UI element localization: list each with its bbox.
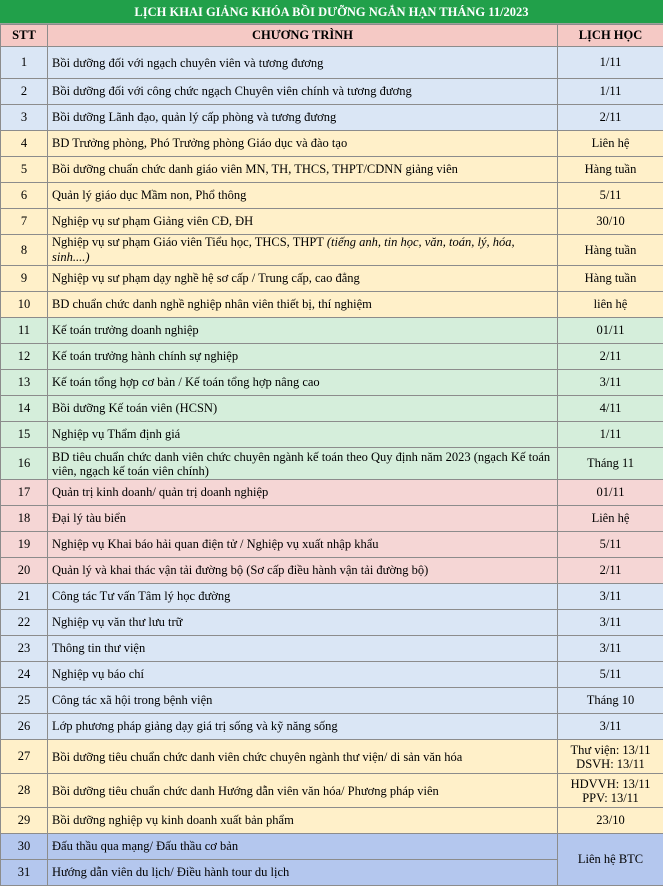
title-text: LỊCH KHAI GIẢNG KHÓA BỒI DƯỠNG NGẮN HẠN THÁNG 11/2023 — [134, 0, 528, 24]
row-stt: 6 — [1, 183, 48, 209]
row-program — [48, 47, 558, 79]
row-program — [48, 834, 558, 860]
table-row — [1, 662, 663, 688]
row-schedule — [558, 662, 663, 688]
row-program — [48, 662, 558, 688]
row-program — [48, 740, 558, 774]
schedule-text: 5/11 — [560, 667, 661, 682]
program-text: Lớp phương pháp giảng dạy giá trị sống và kỹ năng sống — [52, 719, 338, 733]
row-schedule — [558, 610, 663, 636]
row-program — [48, 235, 558, 266]
program-text: Bồi dưỡng tiêu chuẩn chức danh viên chức chuyên ngành thư viện/ di sản văn hóa — [52, 750, 462, 764]
row-stt: 22 — [1, 610, 48, 636]
row-schedule — [558, 292, 663, 318]
program-text: Đại lý tàu biển — [52, 511, 126, 525]
schedule-text-2: PPV: 13/11 — [560, 791, 661, 805]
row-program — [48, 183, 558, 209]
program-text: Bồi dưỡng Lãnh đạo, quản lý cấp phòng và tương đương — [52, 110, 336, 124]
program-text: Công tác xã hội trong bệnh viện — [52, 693, 212, 707]
table-row — [1, 370, 663, 396]
row-program — [48, 292, 558, 318]
row-schedule — [558, 370, 663, 396]
schedule-text: Liên hệ — [560, 511, 661, 526]
row-stt: 24 — [1, 662, 48, 688]
header-row — [1, 25, 663, 47]
schedule-text: Thư viện: 13/11 — [560, 743, 661, 757]
schedule-text: 01/11 — [560, 485, 661, 500]
row-stt: 18 — [1, 506, 48, 532]
program-text: Bồi dưỡng đối với ngạch chuyên viên và tương đương — [52, 56, 323, 70]
row-stt: 26 — [1, 714, 48, 740]
row-stt: 1 — [1, 47, 48, 79]
row-program — [48, 396, 558, 422]
row-program — [48, 79, 558, 105]
schedule-text: 3/11 — [560, 641, 661, 656]
program-text: Kế toán trưởng hành chính sự nghiệp — [52, 349, 238, 363]
schedule-text: 2/11 — [560, 110, 661, 125]
row-stt: 8 — [1, 235, 48, 266]
table-row — [1, 318, 663, 344]
program-text: Nghiệp vụ sư phạm Giảng viên CĐ, ĐH — [52, 214, 253, 228]
table-row — [1, 558, 663, 584]
schedule-text-2: DSVH: 13/11 — [560, 757, 661, 771]
row-schedule — [558, 157, 663, 183]
program-text: Nghiệp vụ sư phạm Giáo viên Tiểu học, THCS, THPT — [52, 235, 324, 249]
row-schedule — [558, 266, 663, 292]
schedule-text: Hàng tuần — [560, 243, 661, 258]
schedule-text: Hàng tuần — [560, 162, 661, 177]
program-text: BD Trưởng phòng, Phó Trưởng phòng Giáo dục và đào tạo — [52, 136, 347, 150]
program-text: Nghiệp vụ Khai báo hải quan điện tử / Nghiệp vụ xuất nhập khẩu — [52, 537, 379, 551]
row-stt: 28 — [1, 774, 48, 808]
schedule-text: 3/11 — [560, 719, 661, 734]
program-text: Hướng dẫn viên du lịch/ Điều hành tour du lịch — [52, 865, 289, 879]
row-stt: 31 — [1, 860, 48, 886]
program-text: Đấu thầu qua mạng/ Đấu thầu cơ bản — [52, 839, 238, 853]
program-text: Bồi dưỡng tiêu chuẩn chức danh Hướng dẫn viên văn hóa/ Phương pháp viên — [52, 784, 439, 798]
row-stt: 30 — [1, 834, 48, 860]
program-text: Bồi dưỡng đối với công chức ngạch Chuyên viên chính và tương đương — [52, 84, 412, 98]
schedule-text: 30/10 — [560, 214, 661, 229]
table-row — [1, 183, 663, 209]
table-row — [1, 448, 663, 480]
schedule-text: 3/11 — [560, 375, 661, 390]
row-schedule — [558, 422, 663, 448]
row-stt: 5 — [1, 157, 48, 183]
row-schedule — [558, 131, 663, 157]
table-row — [1, 209, 663, 235]
row-schedule — [558, 480, 663, 506]
schedule-text: liên hệ — [560, 297, 661, 312]
row-stt: 9 — [1, 266, 48, 292]
program-text: Nghiệp vụ văn thư lưu trữ — [52, 615, 182, 629]
schedule-text: Tháng 10 — [560, 693, 661, 708]
table-row — [1, 808, 663, 834]
table-row — [1, 47, 663, 79]
header-schedule: LỊCH HỌC — [558, 25, 663, 47]
header-program: CHƯƠNG TRÌNH — [48, 25, 558, 47]
row-program — [48, 714, 558, 740]
table-row — [1, 480, 663, 506]
row-schedule — [558, 558, 663, 584]
schedule-text: 3/11 — [560, 589, 661, 604]
row-schedule — [558, 774, 663, 808]
program-text: Bồi dưỡng Kế toán viên (HCSN) — [52, 401, 217, 415]
table-row — [1, 636, 663, 662]
schedule-text: Tháng 11 — [560, 456, 661, 471]
row-schedule — [558, 740, 663, 774]
table-row — [1, 344, 663, 370]
row-stt: 27 — [1, 740, 48, 774]
row-schedule — [558, 183, 663, 209]
row-schedule — [558, 636, 663, 662]
row-schedule — [558, 834, 663, 886]
program-text: BD tiêu chuẩn chức danh viên chức chuyên ngành kế toán theo Quy định năm 2023 (ngạch Kế toán viên, ngạch kế toán viên chính) — [52, 450, 550, 478]
row-stt: 11 — [1, 318, 48, 344]
schedule-text: 2/11 — [560, 349, 661, 364]
table-row — [1, 105, 663, 131]
row-program — [48, 688, 558, 714]
row-stt: 14 — [1, 396, 48, 422]
row-schedule — [558, 235, 663, 266]
table-row — [1, 740, 663, 774]
schedule-text: 1/11 — [560, 84, 661, 99]
program-note: (tiếng anh, tin học, văn, toán, lý, hóa, sinh....) — [52, 235, 515, 264]
schedule-text: 3/11 — [560, 615, 661, 630]
program-text: Nghiệp vụ Thẩm định giá — [52, 427, 180, 441]
row-schedule — [558, 344, 663, 370]
row-stt: 2 — [1, 79, 48, 105]
schedule-text: 2/11 — [560, 563, 661, 578]
table-row — [1, 774, 663, 808]
row-stt: 3 — [1, 105, 48, 131]
program-text: Quản lý giáo dục Mầm non, Phổ thông — [52, 188, 246, 202]
row-program — [48, 318, 558, 344]
row-stt: 7 — [1, 209, 48, 235]
sheet-title — [0, 0, 663, 24]
row-program — [48, 774, 558, 808]
table-row — [1, 235, 663, 266]
table-row — [1, 157, 663, 183]
row-program — [48, 532, 558, 558]
row-stt: 10 — [1, 292, 48, 318]
schedule-text: HDVVH: 13/11 — [560, 777, 661, 791]
row-schedule — [558, 209, 663, 235]
row-schedule — [558, 532, 663, 558]
row-stt: 20 — [1, 558, 48, 584]
table-row — [1, 131, 663, 157]
row-program — [48, 131, 558, 157]
row-stt: 16 — [1, 448, 48, 480]
table-row — [1, 292, 663, 318]
schedule-text: 4/11 — [560, 401, 661, 416]
row-schedule — [558, 714, 663, 740]
row-schedule — [558, 105, 663, 131]
program-text: Bồi dưỡng nghiệp vụ kinh doanh xuất bản phẩm — [52, 813, 294, 827]
row-schedule — [558, 808, 663, 834]
program-text: Quản lý và khai thác vận tải đường bộ (Sơ cấp điều hành vận tải đường bộ) — [52, 563, 428, 577]
program-text: BD chuẩn chức danh nghề nghiệp nhân viên thiết bị, thí nghiệm — [52, 297, 372, 311]
row-stt: 23 — [1, 636, 48, 662]
row-schedule — [558, 584, 663, 610]
row-program — [48, 480, 558, 506]
row-schedule — [558, 506, 663, 532]
table-row — [1, 422, 663, 448]
schedule-text: 01/11 — [560, 323, 661, 338]
row-stt: 17 — [1, 480, 48, 506]
row-schedule — [558, 318, 663, 344]
table-row — [1, 688, 663, 714]
schedule-text: 5/11 — [560, 188, 661, 203]
program-text: Quản trị kinh doanh/ quản trị doanh nghiệp — [52, 485, 268, 499]
table-row — [1, 266, 663, 292]
row-schedule — [558, 396, 663, 422]
row-program — [48, 558, 558, 584]
row-program — [48, 448, 558, 480]
row-program — [48, 209, 558, 235]
program-text: Thông tin thư viện — [52, 641, 145, 655]
row-stt: 29 — [1, 808, 48, 834]
row-stt: 12 — [1, 344, 48, 370]
program-text: Kế toán trưởng doanh nghiệp — [52, 323, 199, 337]
row-schedule — [558, 448, 663, 480]
row-program — [48, 266, 558, 292]
row-program — [48, 808, 558, 834]
schedule-text: 1/11 — [560, 55, 661, 70]
row-program — [48, 610, 558, 636]
row-stt: 15 — [1, 422, 48, 448]
schedule-text: 1/11 — [560, 427, 661, 442]
program-text: Bồi dưỡng chuẩn chức danh giáo viên MN, TH, THCS, THPT/CDNN giảng viên — [52, 162, 458, 176]
row-program — [48, 636, 558, 662]
table-row — [1, 584, 663, 610]
row-stt: 4 — [1, 131, 48, 157]
row-stt: 13 — [1, 370, 48, 396]
table-row — [1, 396, 663, 422]
program-text: Nghiệp vụ báo chí — [52, 667, 144, 681]
row-program — [48, 344, 558, 370]
schedule-text: Liên hệ BTC — [560, 852, 661, 867]
row-schedule — [558, 688, 663, 714]
row-program — [48, 105, 558, 131]
header-stt: STT — [1, 25, 48, 47]
table-row — [1, 532, 663, 558]
table-row — [1, 714, 663, 740]
row-program — [48, 157, 558, 183]
row-program — [48, 370, 558, 396]
schedule-table — [0, 24, 663, 886]
row-program — [48, 584, 558, 610]
row-schedule — [558, 79, 663, 105]
table-row — [1, 79, 663, 105]
schedule-text: 23/10 — [560, 813, 661, 828]
schedule-text: Liên hệ — [560, 136, 661, 151]
program-text: Kế toán tổng hợp cơ bản / Kế toán tổng hợp nâng cao — [52, 375, 320, 389]
row-stt: 25 — [1, 688, 48, 714]
row-program — [48, 422, 558, 448]
schedule-text: Hàng tuần — [560, 271, 661, 286]
row-program — [48, 860, 558, 886]
table-row — [1, 610, 663, 636]
schedule-text: 5/11 — [560, 537, 661, 552]
row-schedule — [558, 47, 663, 79]
row-stt: 21 — [1, 584, 48, 610]
row-program — [48, 506, 558, 532]
program-text: Nghiệp vụ sư phạm dạy nghề hệ sơ cấp / Trung cấp, cao đẳng — [52, 271, 360, 285]
program-text: Công tác Tư vấn Tâm lý học đường — [52, 589, 230, 603]
table-row — [1, 834, 663, 860]
row-stt: 19 — [1, 532, 48, 558]
table-row — [1, 506, 663, 532]
